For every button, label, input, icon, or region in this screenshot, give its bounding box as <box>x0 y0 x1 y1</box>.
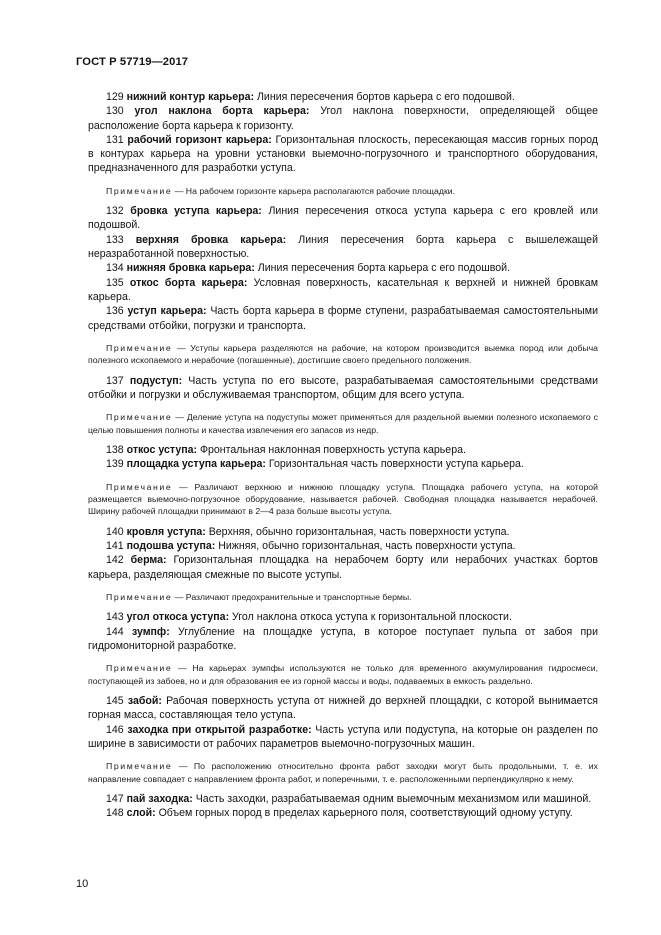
term-number: 140 <box>106 525 127 538</box>
term-text: Линия пересечения откоса уступа карьера с его кровлей или подошвой. <box>88 205 598 232</box>
note-label: Примечание <box>106 592 173 603</box>
term-number: 134 <box>106 262 127 275</box>
note <box>88 760 598 785</box>
note <box>88 185 598 197</box>
term-name: берма: <box>130 554 167 567</box>
term-name: рабочий горизонт карьера: <box>127 133 272 146</box>
term-name: кровля уступа: <box>126 525 206 538</box>
term-text: Линия пересечения борта карьера с вышележащей неразработанной поверхностью. <box>88 233 598 261</box>
term-definition <box>88 625 598 654</box>
term-text: Верхняя, обычно горизонтальная, часть поверхности уступа. <box>205 525 510 538</box>
term-number: 144 <box>106 625 132 638</box>
term-definition <box>88 104 598 133</box>
term-definition <box>88 304 598 333</box>
term-definition <box>88 610 598 624</box>
term-definition <box>88 204 598 233</box>
term-number: 132 <box>106 205 131 218</box>
note-text: — По расположению относительно фронта работ заходки могут быть продольными, т. е. их направление совпадает с направлением фронта работ, и поперечными, т. е. расположенными перпендикулярно к нему. <box>88 761 598 784</box>
term-number: 136 <box>106 305 128 318</box>
term-number: 146 <box>106 723 128 736</box>
term-number: 142 <box>106 554 131 567</box>
term-text: Линия пересечения бортов карьера с его подошвой. <box>254 91 515 103</box>
term-definition <box>88 457 598 471</box>
document-header: ГОСТ Р 57719—2017 <box>76 56 189 68</box>
term-name: нижний контур карьера: <box>126 91 255 103</box>
note-label: Примечание <box>106 185 173 196</box>
term-number: 130 <box>106 105 135 118</box>
term-text: Угол наклона поверхности, определяющей общее расположение борта карьера к горизонту. <box>88 105 599 132</box>
term-text: Горизонтальная плоскость, пересекающая массив горных пород в контурах карьера на уровни установки выемочно-погрузочного и транспортного оборудования, предназначенного для разработки уступа. <box>88 133 598 175</box>
term-name: слой: <box>126 807 156 820</box>
term-name: нижняя бровка карьера: <box>126 262 255 275</box>
term-number: 138 <box>106 444 127 457</box>
term-definition <box>88 553 598 582</box>
term-definition <box>88 443 598 457</box>
note-label: Примечание <box>106 761 173 772</box>
note <box>88 411 598 436</box>
term-text: Горизонтальная площадка на нерабочем борту или нерабочих участках бортов карьера, разделяющая смежные по высоте уступы. <box>88 554 598 581</box>
term-number: 129 <box>106 91 127 103</box>
term-text: Угол наклона откоса уступа к горизонтальной плоскости. <box>229 611 512 624</box>
note-text: — На рабочем горизонте карьера располагаются рабочие площадки. <box>172 185 456 196</box>
term-name: верхняя бровка карьера: <box>135 233 287 246</box>
term-text: Часть заходки, разрабатываемая одним выемочным механизмом или машиной. <box>192 793 592 806</box>
term-text: Объем горных пород в пределах карьерного поля, соответствующий одному уступу. <box>155 807 573 820</box>
term-name: заходка при открытой разработке: <box>127 723 312 736</box>
term-name: уступ карьера: <box>127 305 207 318</box>
term-text: Горизонтальная часть поверхности уступа карьера. <box>265 458 524 471</box>
term-text: Фронтальная наклонная поверхность уступа карьера. <box>197 444 466 457</box>
note-text: — Различают предохранительные и транспортные бермы. <box>172 592 412 603</box>
term-text: Часть борта карьера в форме ступени, разрабатываемая самостоятельными средствами отбойки, погрузки и транспорта. <box>88 305 598 332</box>
page-number: 10 <box>76 878 89 890</box>
term-number: 139 <box>106 458 127 471</box>
term-number: 143 <box>106 611 127 624</box>
term-name: откос уступа: <box>126 444 198 457</box>
term-definition <box>88 694 598 723</box>
term-number: 147 <box>106 793 127 806</box>
term-definition <box>88 792 598 806</box>
term-name: забой: <box>127 695 162 708</box>
document-body <box>88 90 598 821</box>
term-number: 133 <box>106 233 136 246</box>
term-definition <box>88 90 598 104</box>
term-definition <box>88 276 598 305</box>
term-name: угол наклона борта карьера: <box>134 105 310 118</box>
note-label: Примечание <box>106 412 173 423</box>
note-text: — Деление уступа на подуступы может применяться для раздельной выемки полезного ископаемого с целью повышения полноты и качества извлечения его запасов из недр. <box>88 412 598 435</box>
term-text: Рабочая поверхность уступа от нижней до верхней площадки, с которой вынимается горная масса, составляющая тело уступа. <box>88 695 598 722</box>
term-definition <box>88 525 598 539</box>
note <box>88 342 598 367</box>
term-name: пай заходка: <box>126 793 193 806</box>
note <box>88 481 598 518</box>
term-number: 148 <box>106 807 127 820</box>
term-definition <box>88 233 598 262</box>
term-definition <box>88 261 598 275</box>
term-name: откос борта карьера: <box>129 276 248 289</box>
note <box>88 662 598 687</box>
term-text: Часть уступа по его высоте, разрабатываемая самостоятельными средствами отбойки и погрузки и обслуживаемая транспортом, общим для всего уступа. <box>88 374 598 401</box>
term-name: зумпф: <box>131 625 170 638</box>
note-text: — На карьерах зумпфы используются не только для временного аккумулирования гидросмеси, поступающей из забоев, но и для образования ее из горной массы и воды, подаваемых в емкость раздельно. <box>88 663 598 686</box>
note-text: — Уступы карьера разделяются на рабочие, на котором производится выемка пород или добыча полезного ископаемого и нерабочие (погашенные), достигшие своего предельного положения. <box>88 342 598 366</box>
term-text: Линия пересечения борта карьера с его подошвой. <box>254 262 511 275</box>
term-number: 135 <box>106 276 130 289</box>
term-number: 141 <box>106 540 127 553</box>
term-number: 145 <box>106 695 128 708</box>
term-definition <box>88 374 598 403</box>
note-label: Примечание <box>106 342 173 353</box>
term-name: подошва уступа: <box>126 540 216 553</box>
term-name: бровка уступа карьера: <box>130 205 262 218</box>
term-definition <box>88 133 598 176</box>
term-text: Условная поверхность, касательная к верхней и нижней бровкам карьера. <box>88 276 598 303</box>
term-text: Нижняя, обычно горизонтальная, часть поверхности уступа. <box>215 540 516 553</box>
note-label: Примечание <box>106 481 173 492</box>
note <box>88 591 598 603</box>
term-name: угол откоса уступа: <box>126 611 230 624</box>
note-text: — Различают верхнюю и нижнюю площадку уступа. Площадка рабочего уступа, на которой размещается выемочно-погрузочное оборудование, называется рабочей. Свободная площадка называется нерабочей. Ширину рабочей площадки принимают в 2—4 раза больше высоты уступа. <box>88 481 598 517</box>
term-text: Углубление на площадке уступа, в которое поступает пульпа от забоя при гидромониторной разработке. <box>88 625 598 653</box>
term-number: 137 <box>106 374 130 387</box>
term-definition <box>88 723 598 752</box>
term-text: Часть уступа или подуступа, на которые он разделен по ширине в зависимости от рабочих параметров выемочно-погрузочных машин. <box>88 723 598 751</box>
term-name: площадка уступа карьера: <box>126 458 266 471</box>
term-definition <box>88 806 598 820</box>
term-number: 131 <box>106 133 128 146</box>
term-name: подуступ: <box>129 374 183 387</box>
note-label: Примечание <box>106 663 173 674</box>
term-definition <box>88 539 598 553</box>
